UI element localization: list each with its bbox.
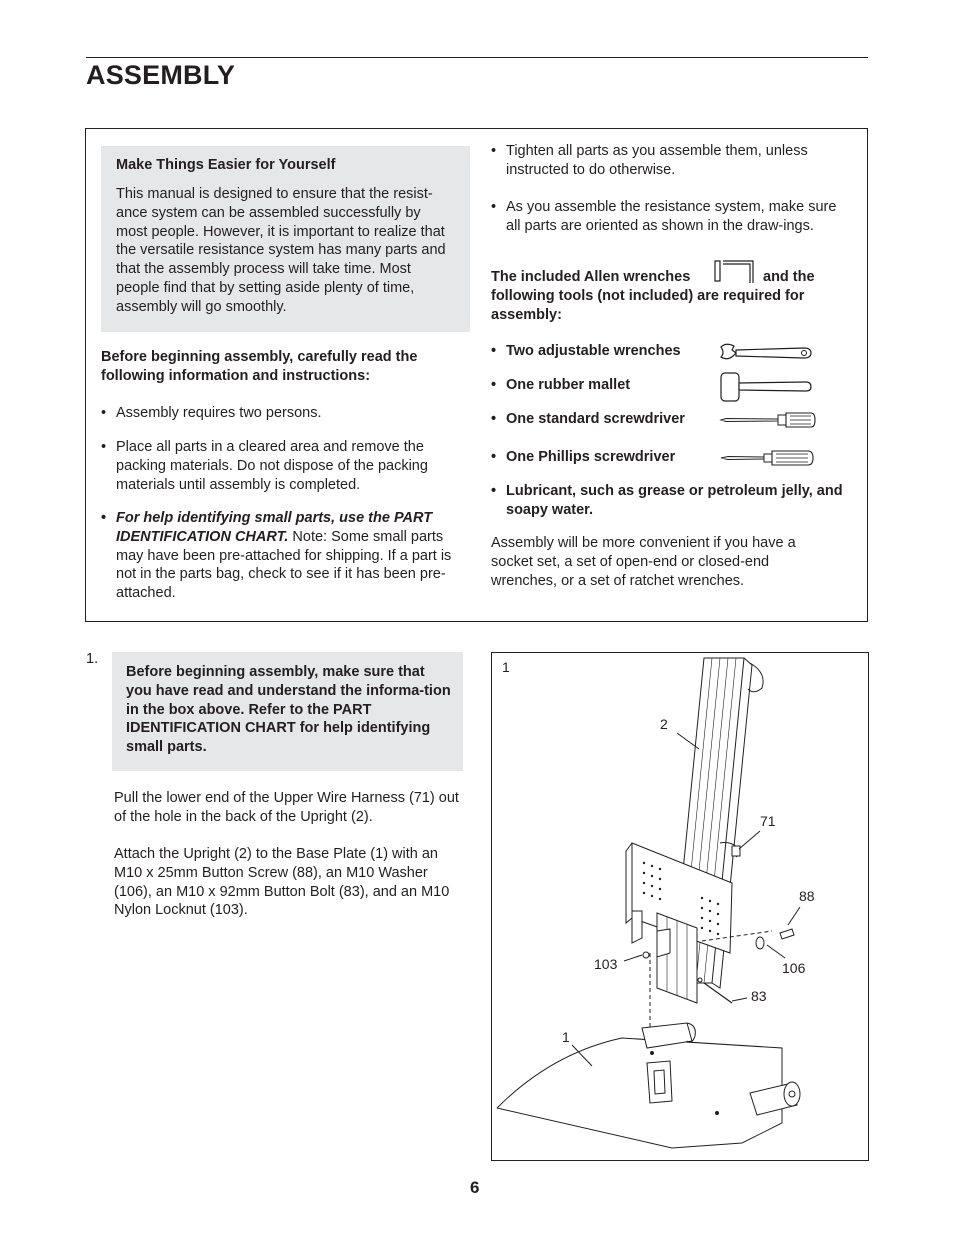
instructions-intro: Before beginning assembly, carefully read the following information and instructions: bbox=[101, 349, 418, 384]
callout-wire-harness: 71 bbox=[760, 813, 776, 829]
step-note-box bbox=[112, 652, 463, 771]
header-rule bbox=[86, 57, 868, 58]
tip-box bbox=[101, 146, 470, 332]
callout-button-screw: 88 bbox=[799, 888, 815, 904]
right-bullet-2-text: As you assemble the resistance system, make sure all parts are oriented as shown in the draw-ings. bbox=[506, 199, 837, 234]
right-bullet-1-text: Tighten all parts as you assemble them, unless instructed to do otherwise. bbox=[506, 143, 808, 178]
phillips-screwdriver-icon bbox=[718, 449, 818, 467]
assembly-figure bbox=[491, 652, 869, 1161]
left-bullet-1-text: Assembly requires two persons. bbox=[116, 405, 322, 421]
convenience-note: Assembly will be more convenient if you have a socket set, a set of open-end or closed-end wrenches, or a set of ratchet wrenches. bbox=[491, 535, 796, 589]
page-title: ASSEMBLY bbox=[86, 60, 236, 90]
callout-upright: 2 bbox=[660, 716, 668, 732]
tool-label: One Phillips screwdriver bbox=[506, 449, 676, 465]
allen-wrench-icon bbox=[713, 259, 763, 285]
step-number: 1. bbox=[86, 651, 99, 667]
tools-intro-part2: and the bbox=[763, 269, 815, 285]
tools-intro-part3: following tools (not included) are required for assembly: bbox=[491, 288, 805, 323]
step-note-text: Before beginning assembly, make sure that you have read and understand the informa-tion in the box above. Refer to the PART IDENTIFICATION CHART for help identifying small parts. bbox=[126, 664, 451, 756]
tool-label: One standard screwdriver bbox=[506, 411, 685, 427]
adjustable-wrench-icon bbox=[718, 341, 814, 365]
left-bullet-2-text: Place all parts in a cleared area and remove the packing materials. Do not dispose of the packing materials until assembly is completed. bbox=[116, 439, 428, 493]
tip-title: Make Things Easier for Yourself bbox=[116, 157, 336, 173]
tip-body: This manual is designed to ensure that the resist-ance system can be assembled successfully by most people. However, it is important to realize that the versatile resistance system has many parts and that the assembly process will take time. Most people find that by setting aside plenty of time, assembly will go smoothly. bbox=[116, 186, 446, 315]
tool-label: Two adjustable wrenches bbox=[506, 343, 681, 359]
page-number: 6 bbox=[470, 1178, 480, 1197]
help-bullet-rest: Note: Some small parts may have been pre-attached for shipping. If a part is not in the parts bag, check to see if it has been pre-attached. bbox=[116, 528, 452, 602]
callout-washer: 106 bbox=[782, 960, 806, 976]
callout-locknut: 103 bbox=[594, 956, 618, 972]
rubber-mallet-icon bbox=[718, 371, 814, 403]
step-paragraph-1: Pull the lower end of the Upper Wire Harness (71) out of the hole in the back of the Upright (2). bbox=[114, 790, 459, 825]
lubricant-text: Lubricant, such as grease or petroleum jelly, and soapy water. bbox=[506, 483, 843, 518]
standard-screwdriver-icon bbox=[718, 411, 818, 429]
help-bullet-emphasis: For help identifying small parts, use the PART IDENTIFICATION CHART. bbox=[116, 510, 433, 545]
step-paragraph-2: Attach the Upright (2) to the Base Plate (1) with an M10 x 25mm Button Screw (88), an M10 Washer (106), an M10 x 92mm Button Bolt (83), and an M10 Nylon Locknut (103). bbox=[114, 846, 450, 919]
assembly-drawing bbox=[492, 653, 869, 1161]
callout-button-bolt: 83 bbox=[751, 988, 767, 1004]
figure-number: 1 bbox=[502, 659, 510, 675]
tools-intro-part1: The included Allen wrenches bbox=[491, 269, 691, 285]
tool-label: One rubber mallet bbox=[506, 377, 631, 393]
callout-base-plate: 1 bbox=[562, 1029, 570, 1045]
